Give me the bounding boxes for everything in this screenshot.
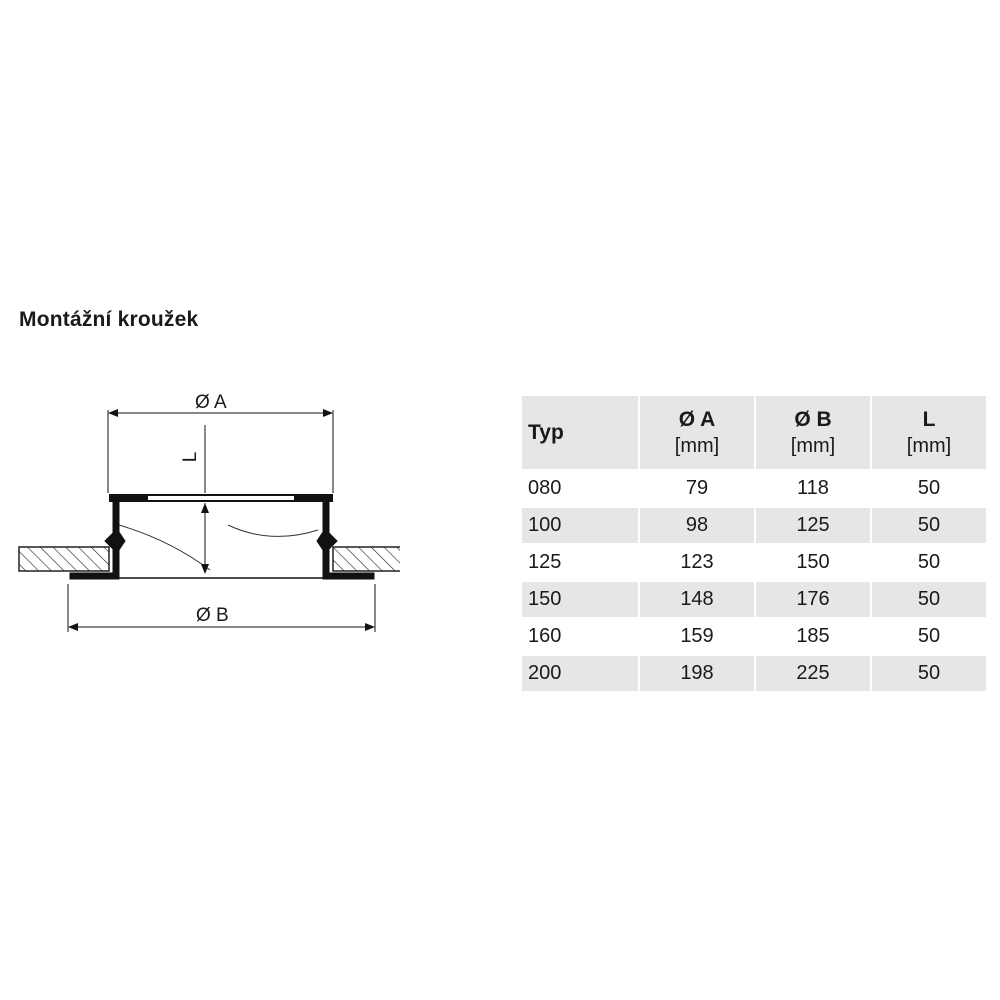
cell-typ: 150 bbox=[522, 582, 640, 619]
mounting-ring-drawing bbox=[0, 380, 400, 640]
header-diameter-b: Ø B [mm] bbox=[756, 396, 872, 471]
cell-typ: 125 bbox=[522, 545, 640, 582]
page-title: Montážní kroužek bbox=[19, 308, 199, 331]
dim-label-a: Ø A bbox=[195, 392, 227, 413]
dim-label-l: L bbox=[180, 451, 201, 463]
cell-length: 50 bbox=[872, 619, 986, 656]
cell-diameter-a: 159 bbox=[640, 619, 756, 656]
cell-length: 50 bbox=[872, 656, 986, 693]
cell-length: 50 bbox=[872, 545, 986, 582]
table-header-row bbox=[522, 396, 986, 471]
ceiling-slab-left bbox=[19, 547, 109, 571]
header-length: L [mm] bbox=[872, 396, 986, 471]
dim-label-b: Ø B bbox=[196, 605, 229, 626]
cell-diameter-a: 79 bbox=[640, 471, 756, 508]
cell-diameter-b: 176 bbox=[756, 582, 872, 619]
cell-length: 50 bbox=[872, 471, 986, 508]
cell-length: 50 bbox=[872, 508, 986, 545]
dimensions-table bbox=[522, 396, 986, 693]
cell-diameter-a: 198 bbox=[640, 656, 756, 693]
header-diameter-a: Ø A [mm] bbox=[640, 396, 756, 471]
cell-diameter-b: 125 bbox=[756, 508, 872, 545]
table-row bbox=[522, 582, 986, 619]
cell-diameter-b: 118 bbox=[756, 471, 872, 508]
cell-typ: 160 bbox=[522, 619, 640, 656]
table-row bbox=[522, 545, 986, 582]
cell-typ: 100 bbox=[522, 508, 640, 545]
header-typ: Typ bbox=[522, 396, 640, 471]
cell-diameter-b: 150 bbox=[756, 545, 872, 582]
cell-diameter-a: 123 bbox=[640, 545, 756, 582]
cell-diameter-a: 148 bbox=[640, 582, 756, 619]
cell-typ: 200 bbox=[522, 656, 640, 693]
cell-diameter-a: 98 bbox=[640, 508, 756, 545]
table-row bbox=[522, 471, 986, 508]
cell-length: 50 bbox=[872, 582, 986, 619]
ceiling-slab-right bbox=[333, 547, 400, 571]
table-row bbox=[522, 619, 986, 656]
table-row bbox=[522, 508, 986, 545]
cell-diameter-b: 185 bbox=[756, 619, 872, 656]
cell-diameter-b: 225 bbox=[756, 656, 872, 693]
table-row bbox=[522, 656, 986, 693]
cell-typ: 080 bbox=[522, 471, 640, 508]
